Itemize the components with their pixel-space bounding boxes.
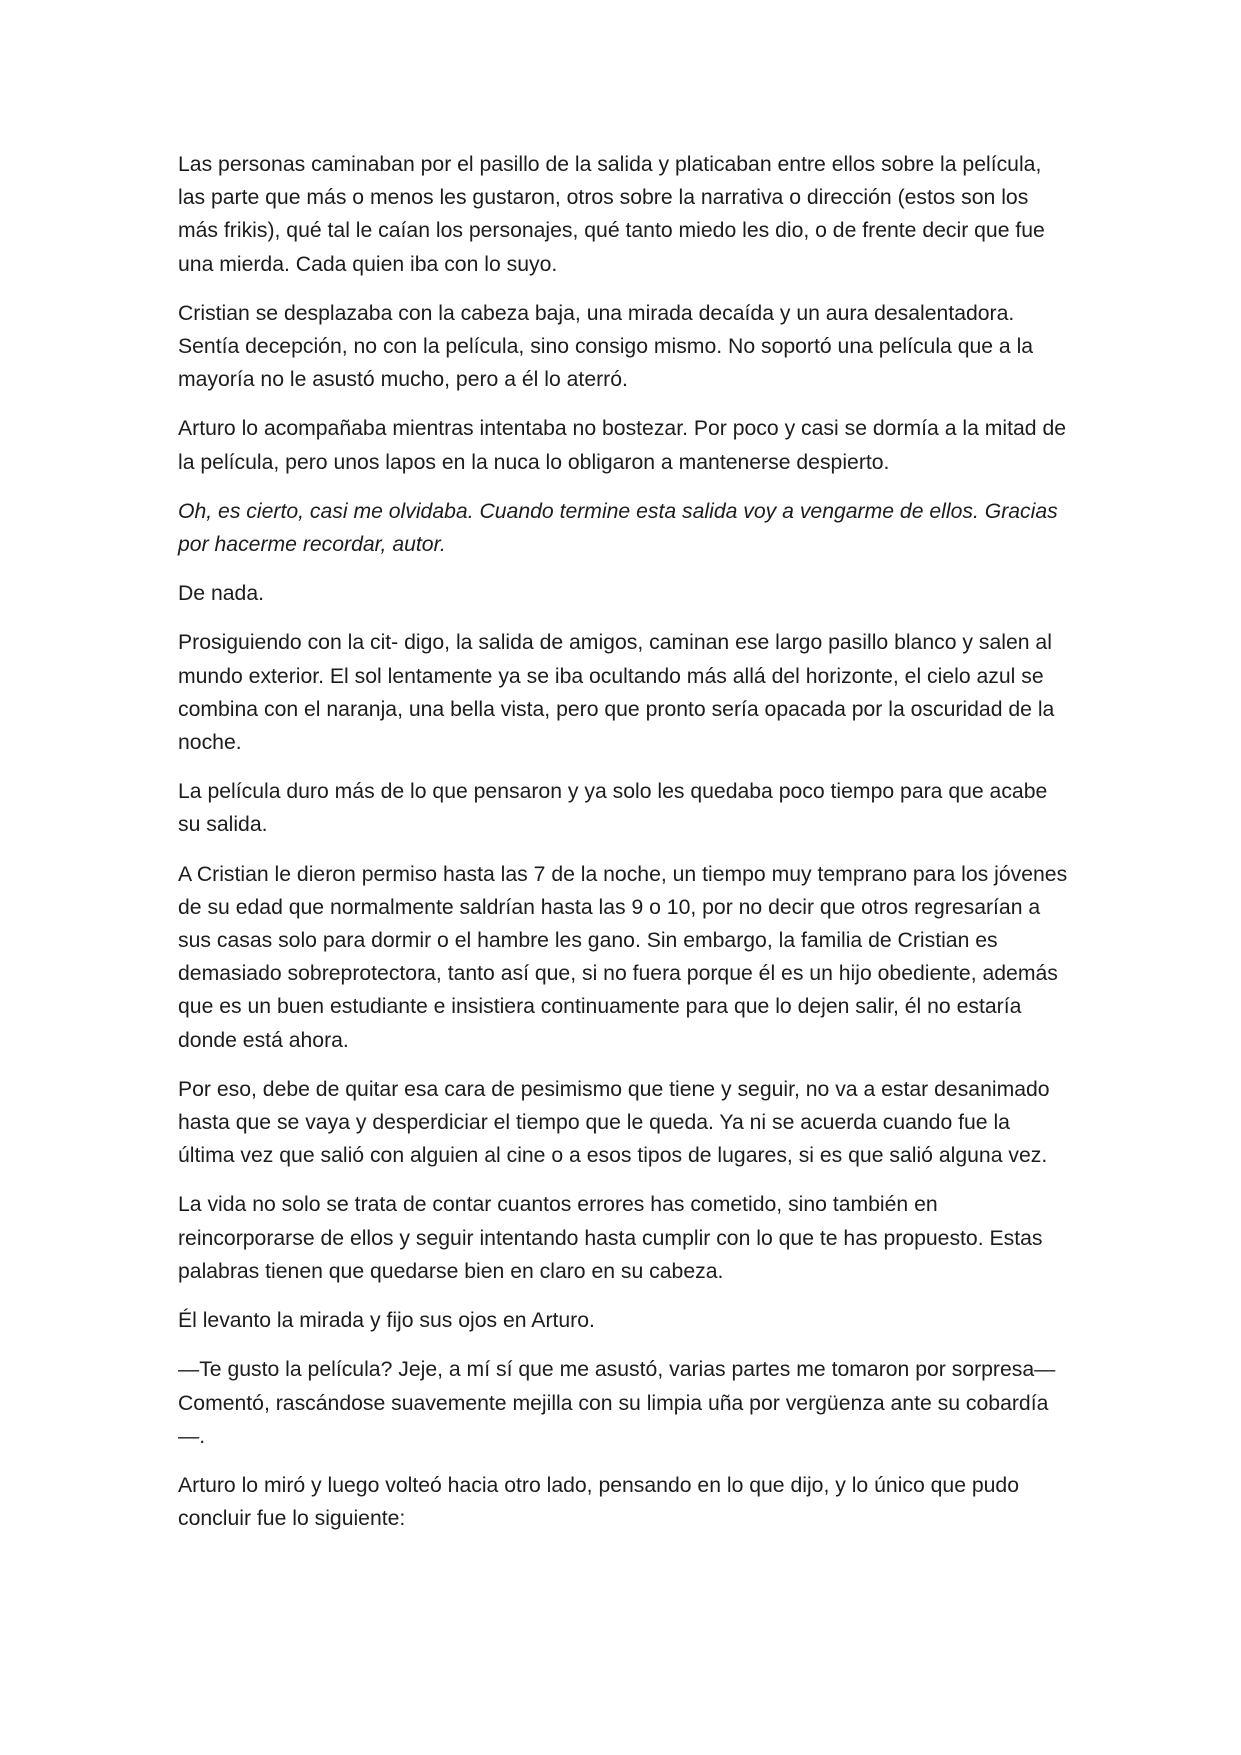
- paragraph: Arturo lo acompañaba mientras intentaba no bostezar. Por poco y casi se dormía a la mitad de la película, pero unos lapos en la nuca lo obligaron a mantenerse despierto.: [178, 417, 1067, 474]
- paragraph: Por eso, debe de quitar esa cara de pesimismo que tiene y seguir, no va a estar desanimado hasta que se vaya y desperdiciar el tiempo que le queda. Ya ni se acuerda cuando fue la última vez que salió con alguien al cine o a esos tipos de lugares, si es que salió alguna vez.: [178, 1077, 1050, 1168]
- document-body: [178, 148, 1070, 1551]
- paragraph: Arturo lo miró y luego volteó hacia otro lado, pensando en lo que dijo, y lo único que pudo concluir fue lo siguiente:: [178, 1473, 1019, 1531]
- paragraph: Prosiguiendo con la cit- digo, la salida de amigos, caminan ese largo pasillo blanco y salen al mundo exterior. El sol lentamente ya se iba ocultando más allá del horizonte, el cielo azul se combina con el naranja, una bella vista, pero que pronto sería opacada por la oscuridad de la noche.: [178, 631, 1055, 755]
- paragraph: La película duro más de lo que pensaron y ya solo les quedaba poco tiempo para que acabe su salida.: [178, 780, 1048, 837]
- paragraph: La vida no solo se trata de contar cuantos errores has cometido, sino también en reincorporarse de ellos y seguir intentando hasta cumplir con lo que te has propuesto. Estas palabras tienen que quedarse bien en claro en su cabeza.: [178, 1193, 1043, 1283]
- paragraph-italic: Oh, es cierto, casi me olvidaba. Cuando termine esta salida voy a vengarme de ellos. Gracias por hacerme recordar, autor.: [178, 499, 1058, 557]
- paragraph: De nada.: [178, 582, 264, 606]
- paragraph: Las personas caminaban por el pasillo de la salida y platicaban entre ellos sobre la película, las parte que más o menos les gustaron, otros sobre la narrativa o dirección (estos son los más frikis), qué tal le caían los personajes, qué tanto miedo les dio, o de frente decir que fue una mierda. Cada quien iba con lo suyo.: [178, 153, 1045, 276]
- paragraph: Él levanto la mirada y fijo sus ojos en Arturo.: [178, 1309, 595, 1333]
- paragraph: A Cristian le dieron permiso hasta las 7 de la noche, un tiempo muy temprano para los jóvenes de su edad que normalmente saldrían hasta las 9 o 10, por no decir que otros regresarían a sus casas solo para dormir o el hambre les gano. Sin embargo, la familia de Cristian es demasiado sobreprotectora, tanto así que, si no fuera porque él es un hijo obediente, además que es un buen estudiante e insistiera continuamente para que lo dejen salir, él no estaría donde está ahora.: [178, 862, 1068, 1052]
- paragraph: Cristian se desplazaba con la cabeza baja, una mirada decaída y un aura desalentadora. Sentía decepción, no con la película, sino consigo mismo. No soportó una película que a la mayoría no le asustó mucho, pero a él lo aterró.: [178, 301, 1034, 392]
- dialogue-paragraph: —Te gusto la película? Jeje, a mí sí que me asustó, varias partes me tomaron por sorpresa—Comentó, rascándose suavemente mejilla con su limpia uña por vergüenza ante su cobardía—.: [178, 1358, 1056, 1448]
